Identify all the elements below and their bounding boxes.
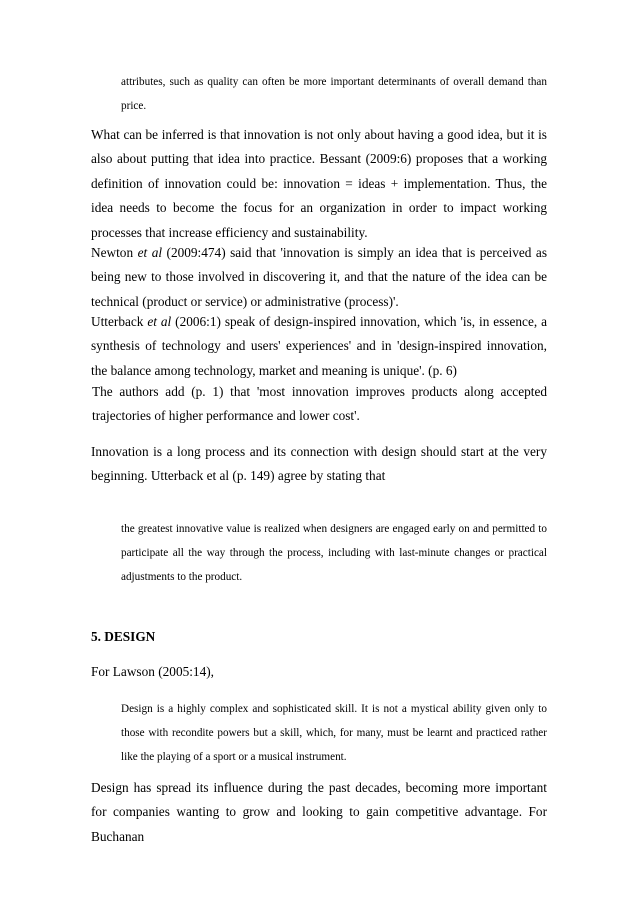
et-al-italic: et al [147,314,172,329]
paragraph-utterback [91,310,547,383]
paragraph-innovation-definition: What can be inferred is that innovation is not only about having a good idea, but it is also about putting that idea into practice. Bessant (2009:6) proposes that a working definition of innovation could be: innovation = ideas + implementation. Thus, the idea needs to become the focus for an organization in order to impact working processes that increase efficiency and sustainability. [91,127,547,240]
paragraph-utterback-text: (2006:1) speak of design-inspired innovation, which 'is, in essence, a synthesis of technology and users' experiences' and in 'design-inspired innovation, the balance among technology, market and meaning is unique'. (p. 6) [91,314,548,378]
et-al-italic: et al [137,245,163,260]
paragraph-newton [91,241,547,314]
block-quote-lawson: Design is a highly complex and sophisticated skill. It is not a mystical ability given only to those with recondite powers but a skill, which, for many, must be learnt and practiced rather like the playing of a sport or a musical instrument. [121,703,547,763]
block-quote-price: attributes, such as quality can often be more important determinants of overall demand than price. [121,76,547,112]
author-name: Utterback [91,314,144,329]
section-intro: For Lawson (2005:14), [91,664,214,679]
paragraph-innovation-process: Innovation is a long process and its connection with design should start at the very beginning. Utterback et al (p. 149) agree by stating that [91,444,547,484]
paragraph-design-influence: Design has spread its influence during the past decades, becoming more important for companies wanting to grow and looking to gain competitive advantage. For Buchanan [91,780,547,844]
section-heading: 5. DESIGN [91,629,156,644]
paragraph-authors-add: The authors add (p. 1) that 'most innovation improves products along accepted trajectories of higher performance and lower cost'. [92,384,547,424]
paragraph-newton-text: (2009:474) said that 'innovation is simply an idea that is perceived as being new to those involved in discovering it, and that the nature of the idea can be technical (product or service) or administrative (process)'. [91,245,548,309]
block-quote-designers: the greatest innovative value is realized when designers are engaged early on and permitted to participate all the way through the process, including with last-minute changes or practical adjustments to the product. [121,523,547,583]
author-name: Newton [91,245,134,260]
